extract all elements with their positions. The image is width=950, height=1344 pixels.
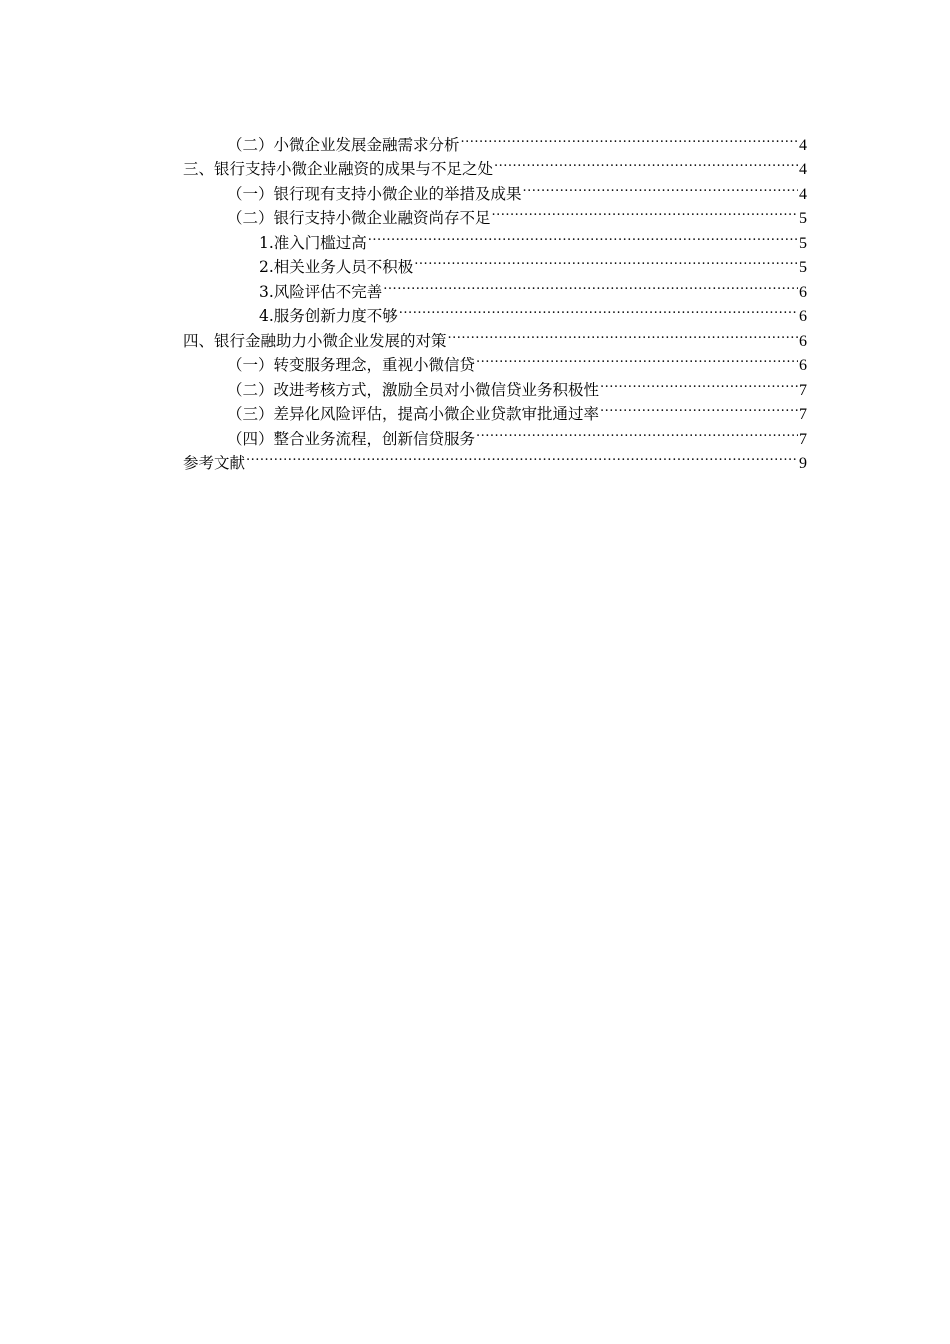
table-of-contents (183, 125, 807, 472)
toc-dot-leader (494, 150, 798, 175)
toc-dot-leader (246, 444, 798, 469)
toc-entry[interactable] (183, 444, 807, 472)
toc-entry-title: 三、银行支持小微企业融资的成果与不足之处 (183, 160, 494, 178)
toc-page-number: 7 (799, 381, 807, 399)
toc-page-number: 5 (799, 234, 807, 252)
toc-entry-title: （二）小微企业发展金融需求分析 (227, 135, 460, 154)
toc-page-number: 7 (799, 406, 807, 423)
toc-dot-leader (461, 125, 798, 150)
toc-entry-title: （四）整合业务流程，创新信贷服务 (227, 429, 476, 448)
toc-page-number: 4 (799, 136, 807, 154)
toc-dot-leader (476, 346, 798, 371)
toc-entry-title: （二）改进考核方式，激励全员对小微信贷业务积极性 (227, 380, 600, 399)
toc-page-number: 5 (799, 259, 807, 276)
toc-dot-leader (399, 297, 798, 322)
toc-page-number: 5 (799, 210, 807, 227)
toc-entry-title: 参考文献 (183, 454, 246, 472)
toc-dot-leader (383, 272, 798, 297)
toc-entry-title: 4.服务创新力度不够 (259, 307, 398, 325)
toc-entry-title: （一）转变服务理念，重视小微信贷 (227, 356, 476, 374)
toc-page-number: 7 (799, 430, 807, 448)
toc-dot-leader (523, 174, 798, 199)
toc-page-number: 6 (799, 283, 807, 301)
toc-page-number: 6 (799, 357, 807, 374)
toc-entry-title: 四、银行金融助力小微企业发展的对策 (183, 331, 447, 350)
toc-dot-leader (414, 248, 798, 273)
toc-entry[interactable] (183, 125, 807, 154)
toc-dot-leader (600, 395, 798, 420)
toc-page-number: 4 (799, 185, 807, 203)
toc-page-number: 6 (799, 332, 807, 350)
toc-dot-leader (476, 419, 798, 444)
toc-dot-leader (600, 370, 798, 395)
toc-entry-title: （三）差异化风险评估，提高小微企业贷款审批通过率 (227, 405, 600, 423)
toc-entry-title: （一）银行现有支持小微企业的举措及成果 (227, 184, 522, 203)
toc-page-number: 9 (799, 455, 807, 472)
toc-entry-title: 1.准入门槛过高 (259, 233, 367, 252)
toc-dot-leader (448, 321, 798, 346)
toc-dot-leader (492, 199, 798, 224)
toc-dot-leader (368, 223, 798, 248)
toc-entry-title: 3.风险评估不完善 (259, 282, 383, 301)
toc-page-number: 6 (799, 308, 807, 325)
toc-page-number: 4 (799, 161, 807, 178)
toc-entry-title: 2.相关业务人员不积极 (259, 258, 414, 276)
toc-entry-title: （二）银行支持小微企业融资尚存不足 (227, 209, 491, 227)
